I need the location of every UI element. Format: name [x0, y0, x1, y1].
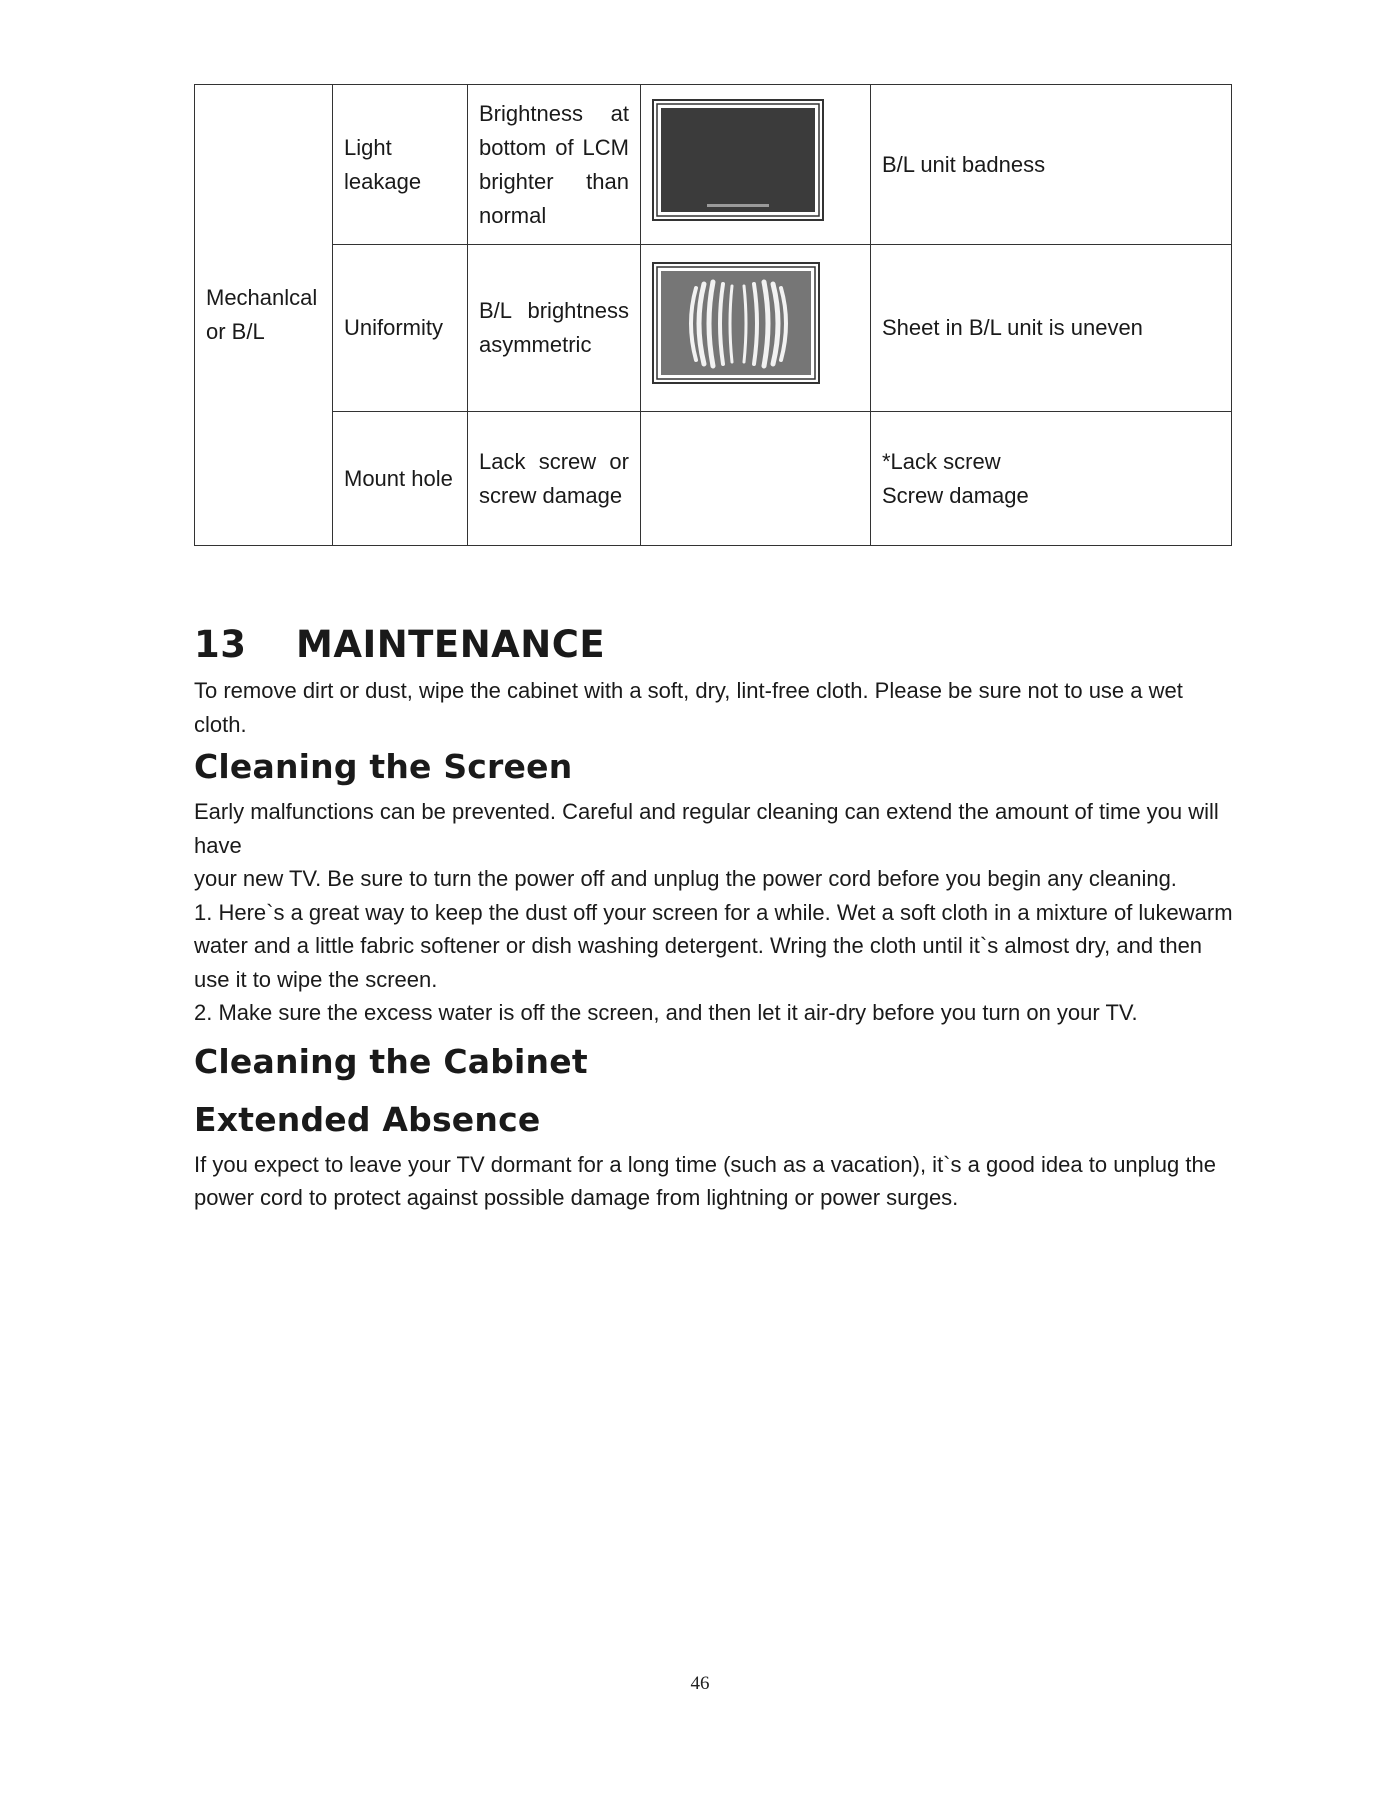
phenomenon-cell	[468, 412, 641, 546]
illustration-cell	[641, 245, 871, 412]
cause-text: Screw damage	[882, 482, 1029, 508]
item-label: Mount hole	[344, 465, 453, 491]
illustration-cell	[641, 85, 871, 245]
paragraph-line: your new TV. Be sure to turn the power off and unplug the power cord before you begin any cleaning.	[194, 866, 1177, 891]
cleaning-screen-text	[194, 795, 1234, 1030]
item-label: Uniformity	[344, 315, 444, 340]
table-row	[195, 85, 1232, 245]
cleaning-cabinet-heading: Cleaning the Cabinet	[194, 1041, 588, 1081]
cleaning-screen-heading: Cleaning the Screen	[194, 747, 573, 786]
group-label: Mechanlcal or B/L	[206, 285, 318, 344]
item-cell	[333, 85, 468, 245]
phenomenon-text: Brightness at bottom of LCM brighter than normal	[479, 100, 629, 228]
paragraph-line: 1. Here`s a great way to keep the dust off your screen for a while. Wet a soft cloth in a mixture of lukewarm water and a little fabric softener or dish washing detergent. Wring the cloth until it`s almost dry, and then use it to wipe the screen.	[194, 899, 1233, 992]
cause-text: Sheet in B/L unit is uneven	[882, 315, 1143, 340]
cause-cell	[871, 412, 1232, 546]
extended-absence-heading: Extended Absence	[194, 1099, 541, 1139]
section-heading	[194, 622, 1234, 668]
fault-table	[194, 84, 1232, 546]
cause-cell	[871, 245, 1232, 412]
phenomenon-text: Lack screw or screw damage	[479, 448, 629, 508]
item-label: Light leakage	[344, 134, 422, 194]
section-intro: To remove dirt or dust, wipe the cabinet with a soft, dry, lint-free cloth. Please be sure not to use a wet cloth.	[194, 678, 1183, 737]
table-row	[195, 245, 1232, 412]
section-number: 13	[194, 623, 247, 666]
extended-absence-text: If you expect to leave your TV dormant for a long time (such as a vacation), it`s a good idea to unplug the power cord to protect against possible damage from lightning or power surges.	[194, 1151, 1216, 1210]
item-cell	[333, 412, 468, 546]
phenomenon-cell	[468, 85, 641, 245]
paragraph-line: 2. Make sure the excess water is off the screen, and then let it air-dry before you turn on your TV.	[194, 1000, 1138, 1025]
uneven-brightness-stripes-icon	[652, 262, 820, 384]
cause-text: *Lack screw	[882, 448, 1001, 474]
paragraph-line: Early malfunctions can be prevented. Careful and regular cleaning can extend the amount of time you will have	[194, 799, 1219, 858]
illustration-cell-empty	[641, 412, 871, 546]
table-row	[195, 412, 1232, 546]
item-cell	[333, 245, 468, 412]
group-label-cell	[195, 85, 333, 546]
section-title: MAINTENANCE	[296, 623, 606, 666]
cause-text: B/L unit badness	[882, 151, 1046, 177]
phenomenon-cell	[468, 245, 641, 412]
page-number: 46	[690, 1673, 710, 1694]
cause-cell	[871, 85, 1232, 245]
phenomenon-text: B/L brightness asymmetric	[479, 298, 629, 357]
maintenance-section	[194, 606, 1234, 1215]
dark-screen-bright-bottom-icon	[652, 99, 824, 221]
